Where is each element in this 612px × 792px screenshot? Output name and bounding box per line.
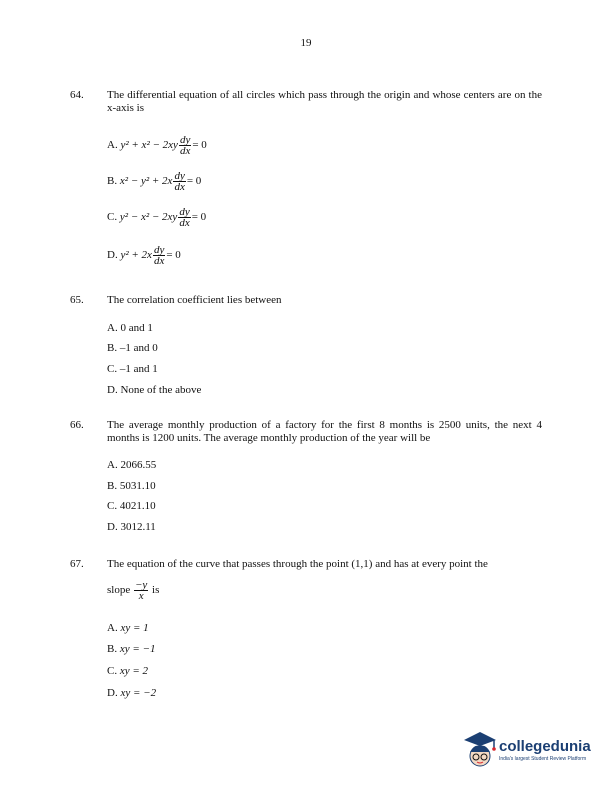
option-label: A. xyxy=(107,622,118,634)
option-expression: xy = −2 xyxy=(120,687,157,699)
question-64-option-c xyxy=(107,207,206,228)
option-equals: = 0 xyxy=(186,175,202,188)
question-66-text: The average monthly production of a factory for the first 8 months is 2500 units, the next 4 months is 1200 units. The average monthly production of the year will be xyxy=(107,419,542,444)
question-65-option-a: A. 0 and 1 xyxy=(107,322,153,334)
slope-fraction xyxy=(134,580,148,601)
fraction-numerator: dy xyxy=(174,170,185,182)
fraction-numerator: dy xyxy=(153,244,165,256)
question-66-number: 66. xyxy=(70,419,84,431)
question-64-option-a xyxy=(107,135,207,156)
fraction-denominator: dx xyxy=(174,181,185,193)
option-label: C. xyxy=(107,211,118,224)
question-66-option-a: A. 2066.55 xyxy=(107,459,157,471)
option-expression: x² − y² + 2x xyxy=(119,175,173,188)
question-67-text: The equation of the curve that passes through the point (1,1) and has at every point the xyxy=(107,558,488,570)
slope-suffix: is xyxy=(152,584,160,597)
question-67-slope-line xyxy=(107,580,159,601)
collegedunia-logo-icon xyxy=(460,728,500,772)
option-label: B. xyxy=(107,175,118,188)
derivative-fraction xyxy=(178,207,190,228)
option-label: C. xyxy=(107,665,118,677)
fraction-denominator: dx xyxy=(179,145,191,157)
question-64-option-b xyxy=(107,171,201,192)
derivative-fraction xyxy=(173,171,185,192)
slope-label: slope xyxy=(107,584,131,597)
option-expression: y² − x² − 2xy xyxy=(119,211,178,224)
question-66-option-c: C. 4021.10 xyxy=(107,500,156,512)
fraction-denominator: dx xyxy=(153,255,165,267)
option-equals: = 0 xyxy=(192,139,207,152)
option-label: D. xyxy=(107,249,118,262)
question-67-option-a xyxy=(107,622,149,634)
option-equals: = 0 xyxy=(166,249,181,262)
option-expression: xy = 2 xyxy=(119,665,149,677)
question-65-text: The correlation coefficient lies between xyxy=(107,294,282,306)
option-expression: xy = −1 xyxy=(119,643,156,655)
logo-tagline: India's largest Student Review Platform xyxy=(499,756,587,762)
question-67-option-c xyxy=(107,665,148,677)
page-number: 19 xyxy=(300,37,312,49)
option-expression: y² + x² − 2xy xyxy=(120,139,178,152)
logo-wordmark: collegedunia xyxy=(499,738,591,755)
question-66-option-b: B. 5031.10 xyxy=(107,480,156,492)
question-67-option-d xyxy=(107,687,156,699)
question-65-option-d: D. None of the above xyxy=(107,384,202,396)
question-67-number: 67. xyxy=(70,558,84,570)
question-65-option-b: B. –1 and 0 xyxy=(107,342,158,354)
fraction-denominator: x xyxy=(138,590,144,602)
derivative-fraction xyxy=(179,135,191,156)
derivative-fraction xyxy=(153,245,165,266)
option-label: A. xyxy=(107,139,118,152)
option-equals: = 0 xyxy=(191,211,207,224)
fraction-numerator: dy xyxy=(179,134,191,146)
question-64-option-d xyxy=(107,245,181,266)
question-65-number: 65. xyxy=(70,294,84,306)
question-67-option-b xyxy=(107,643,155,655)
question-64-text: The differential equation of all circles which pass through the origin and whose centers are on the x-axis is xyxy=(107,89,542,114)
fraction-numerator: −y xyxy=(134,579,148,591)
fraction-numerator: dy xyxy=(179,206,190,218)
option-label: B. xyxy=(107,643,118,655)
fraction-denominator: dx xyxy=(179,217,190,229)
option-label: D. xyxy=(107,687,118,699)
question-65-option-c: C. –1 and 1 xyxy=(107,363,158,375)
option-expression: xy = 1 xyxy=(120,622,149,634)
option-expression: y² + 2x xyxy=(120,249,152,262)
question-64-number: 64. xyxy=(70,89,84,101)
question-66-option-d: D. 3012.11 xyxy=(107,521,156,533)
